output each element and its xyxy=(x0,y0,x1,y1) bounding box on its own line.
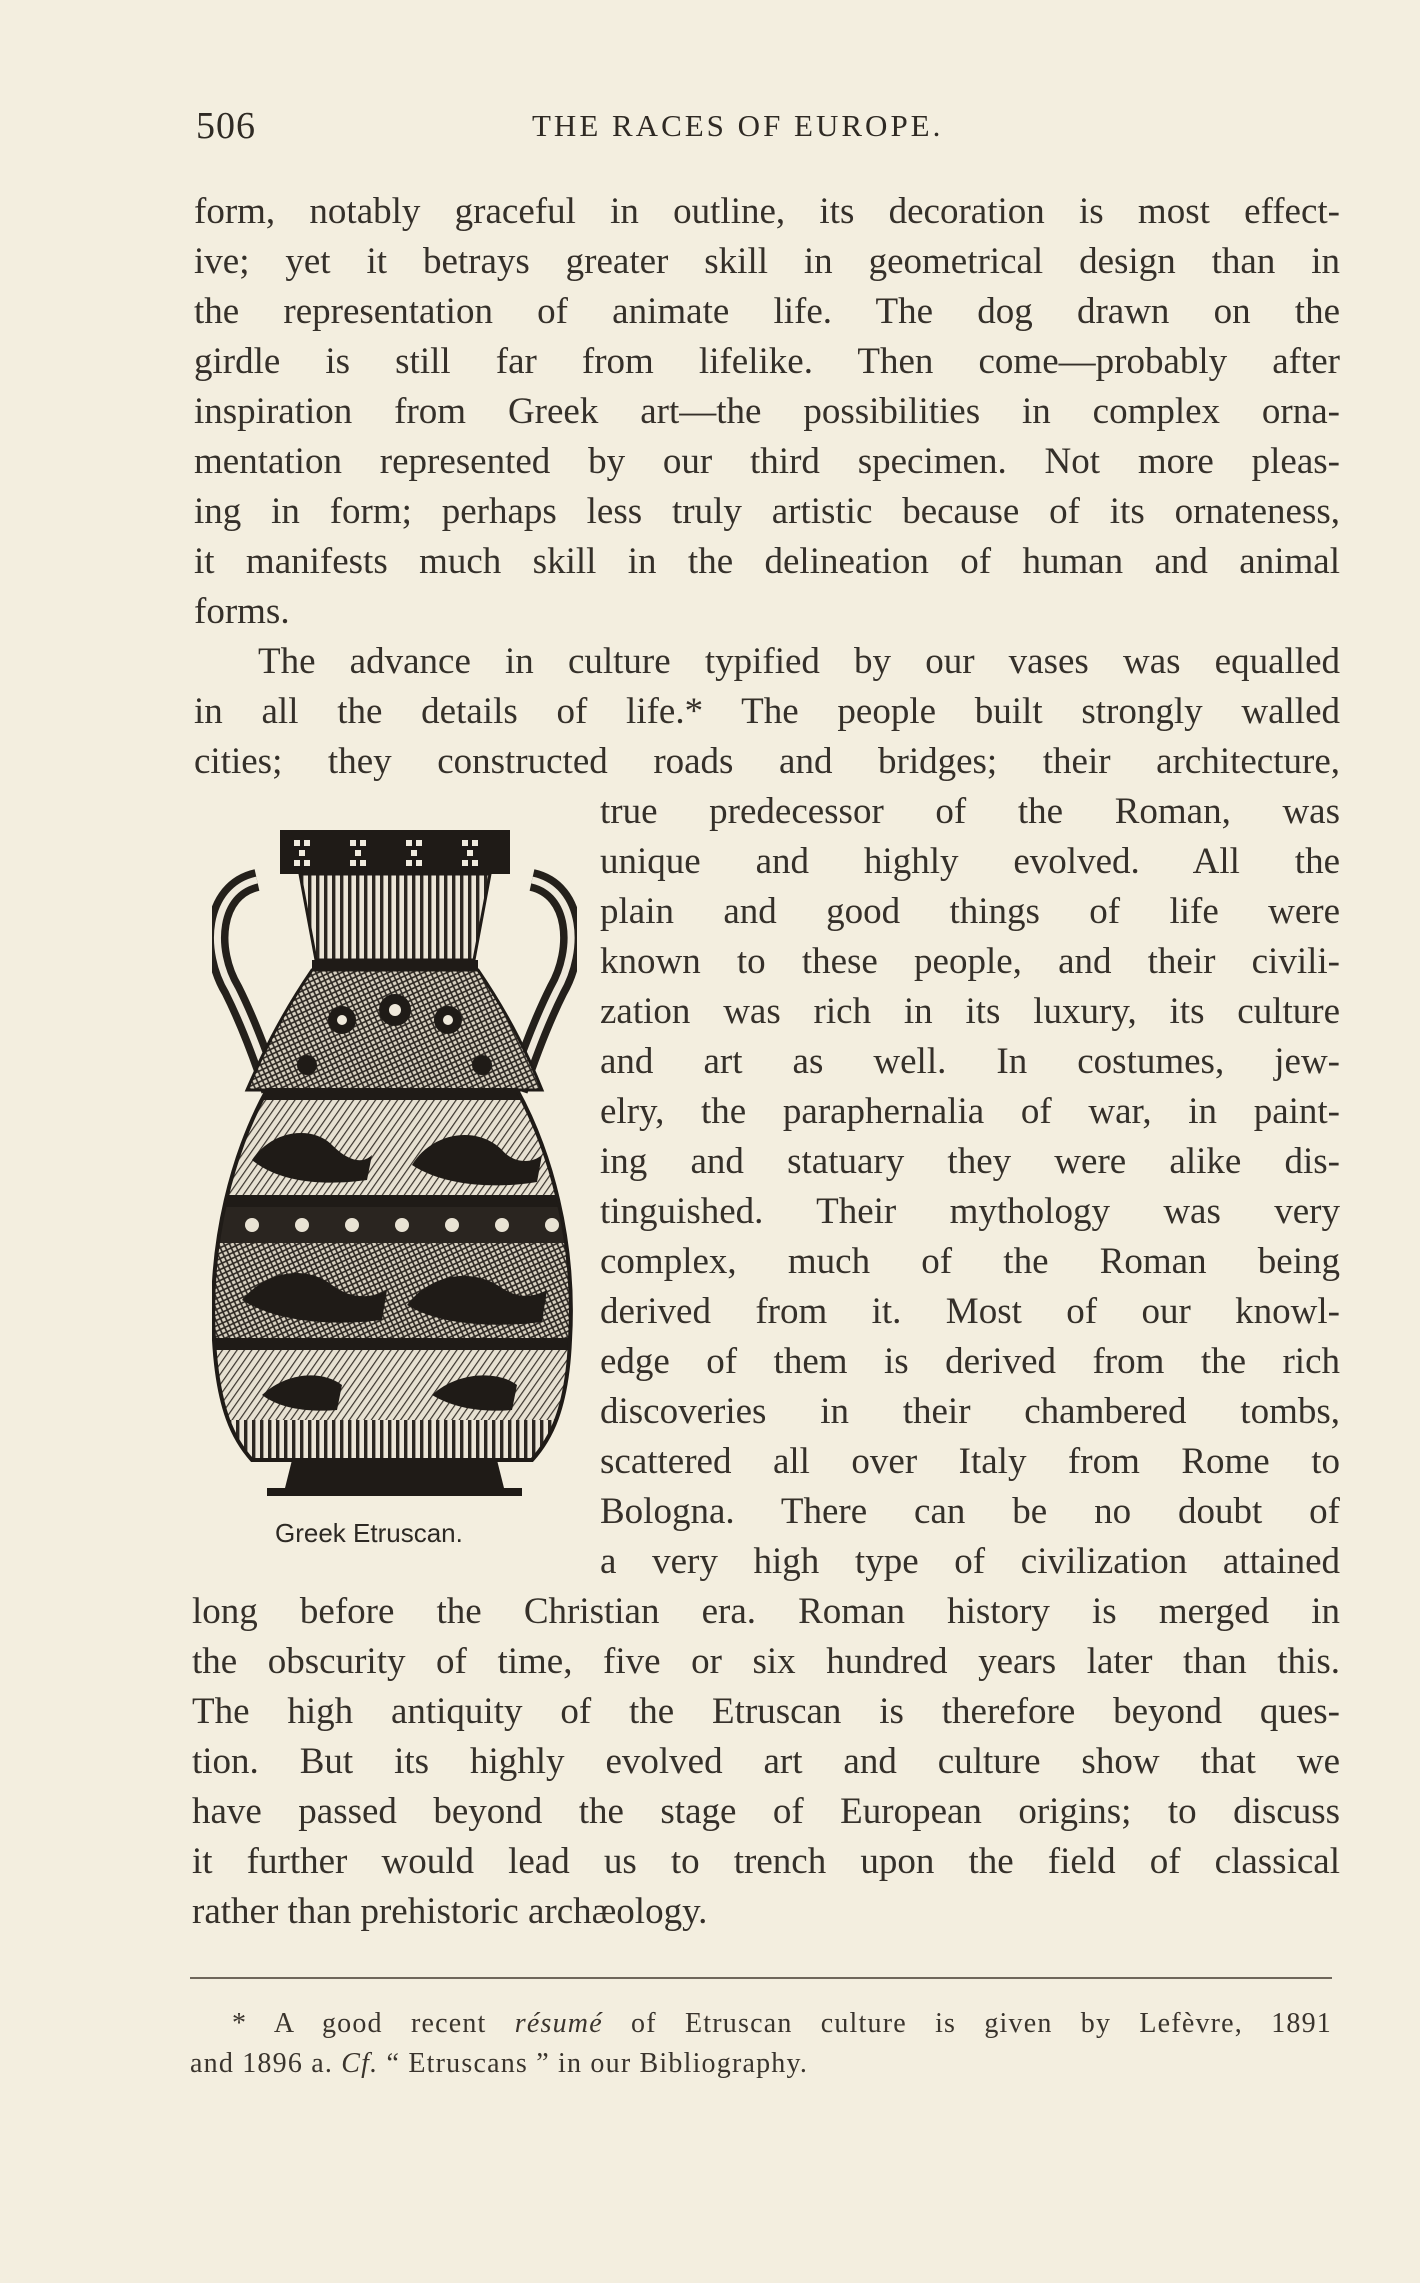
footnote-text: “ Etruscans ” in our Bibliography. xyxy=(378,2048,809,2079)
text-line: The high antiquity of the Etruscan is therefore beyond ques- xyxy=(192,1691,1340,1732)
text-line: rather than prehistoric archæology. xyxy=(192,1891,708,1932)
footnote-text: * A good recent xyxy=(232,2008,515,2039)
running-head: THE RACES OF EUROPE. xyxy=(532,108,944,143)
text-line: cities; they constructed roads and bridges; their architecture, xyxy=(194,741,1340,782)
text-line: in all the details of life.* The people built strongly walled xyxy=(194,691,1340,732)
text-line: Bologna. There can be no doubt of xyxy=(600,1491,1340,1532)
text-line: elry, the paraphernalia of war, in paint- xyxy=(600,1091,1340,1132)
text-line: form, notably graceful in outline, its decoration is most effect- xyxy=(194,191,1340,232)
text-line: and art as well. In costumes, jew- xyxy=(600,1041,1340,1082)
text-line: tion. But its highly evolved art and culture show that we xyxy=(192,1741,1340,1782)
text-line: complex, much of the Roman being xyxy=(600,1241,1340,1282)
text-line: discoveries in their chambered tombs, xyxy=(600,1391,1340,1432)
figure-caption: Greek Etruscan. xyxy=(275,1518,463,1548)
etruscan-vase-illustration xyxy=(212,820,577,1520)
footnote-text: of Etruscan culture is given by Lefèvre, 1891 xyxy=(602,2008,1333,2039)
text-line: ing and statuary they were alike dis- xyxy=(600,1141,1340,1182)
text-line: it manifests much skill in the delineation of human and animal xyxy=(194,541,1340,582)
text-line: zation was rich in its luxury, its culture xyxy=(600,991,1340,1032)
vase-engraving xyxy=(212,820,577,1520)
text-line: unique and highly evolved. All the xyxy=(600,841,1340,882)
footnote-line xyxy=(190,2045,808,2083)
text-line: inspiration from Greek art—the possibilities in complex orna- xyxy=(194,391,1340,432)
text-line: ive; yet it betrays greater skill in geometrical design than in xyxy=(194,241,1340,282)
footnote-italic-term: résumé xyxy=(514,2008,603,2039)
text-line: the representation of animate life. The dog drawn on the xyxy=(194,291,1340,332)
footnote-text: and 1896 a. xyxy=(190,2048,342,2079)
text-line: true predecessor of the Roman, was xyxy=(600,791,1340,832)
text-line: have passed beyond the stage of European origins; to discuss xyxy=(192,1791,1340,1832)
footnote-line xyxy=(232,2005,1332,2043)
text-line: plain and good things of life were xyxy=(600,891,1340,932)
text-line: the obscurity of time, five or six hundred years later than this. xyxy=(192,1641,1340,1682)
text-line: ing in form; perhaps less truly artistic because of its ornateness, xyxy=(194,491,1340,532)
text-line: long before the Christian era. Roman history is merged in xyxy=(192,1591,1340,1632)
page-number: 506 xyxy=(196,105,256,147)
text-line: edge of them is derived from the rich xyxy=(600,1341,1340,1382)
text-line: scattered all over Italy from Rome to xyxy=(600,1441,1340,1482)
text-line: girdle is still far from lifelike. Then come—probably after xyxy=(194,341,1340,382)
text-line: a very high type of civilization attained xyxy=(600,1541,1340,1582)
footnote-divider xyxy=(190,1977,1332,1979)
text-line: The advance in culture typified by our vases was equalled xyxy=(258,641,1340,682)
text-line: tinguished. Their mythology was very xyxy=(600,1191,1340,1232)
text-line: it further would lead us to trench upon the field of classical xyxy=(192,1841,1340,1882)
text-line: derived from it. Most of our knowl- xyxy=(600,1291,1340,1332)
text-line: forms. xyxy=(194,591,290,632)
footnote-italic-term: Cf. xyxy=(341,2048,379,2079)
text-line: mentation represented by our third specimen. Not more pleas- xyxy=(194,441,1340,482)
text-line: known to these people, and their civili- xyxy=(600,941,1340,982)
